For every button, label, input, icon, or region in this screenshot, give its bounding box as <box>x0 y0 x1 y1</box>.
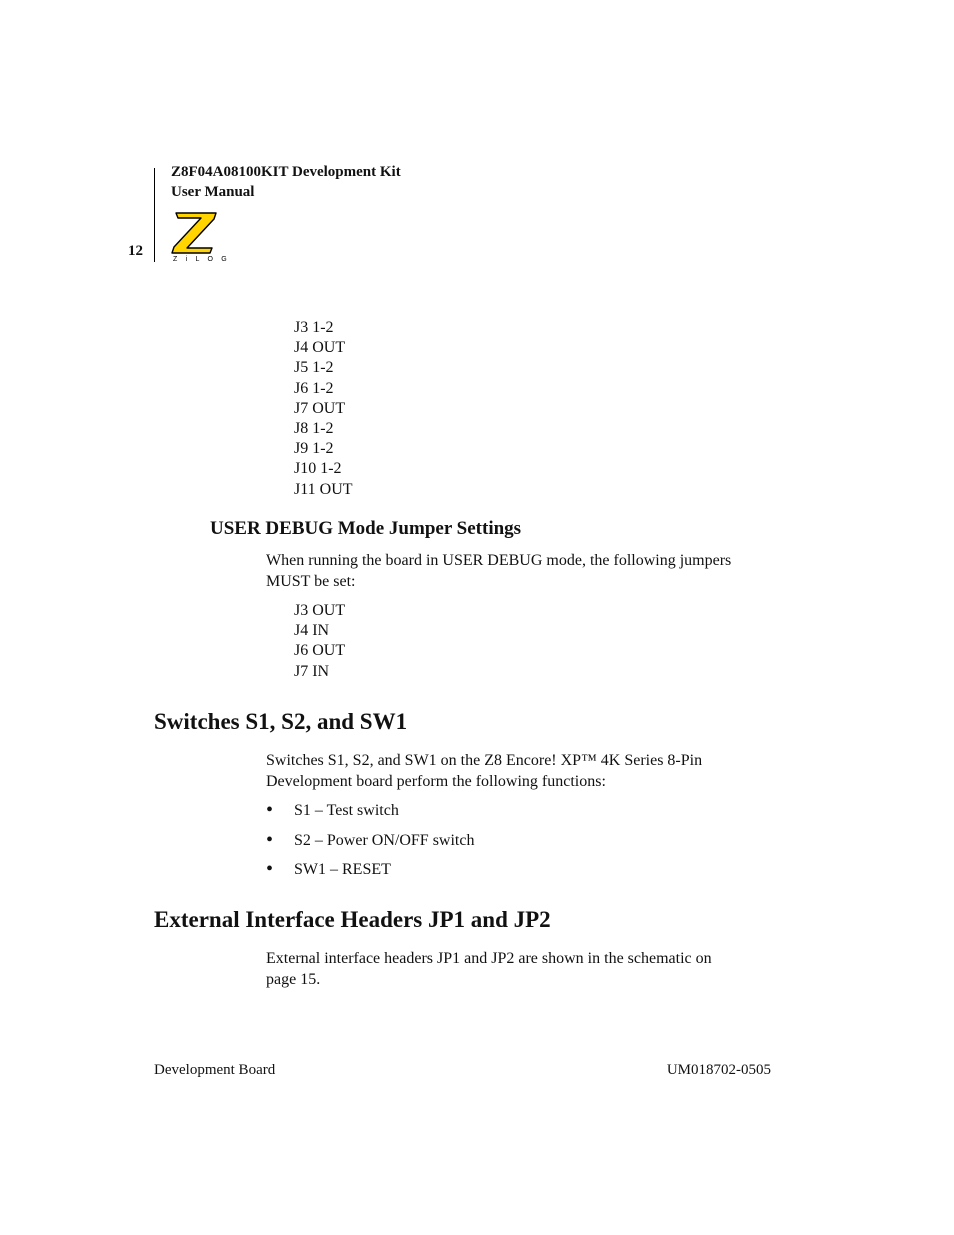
list-item: J11 OUT <box>294 480 353 498</box>
list-item: J3 OUT <box>294 602 346 619</box>
list-item: J10 1-2 <box>294 460 342 478</box>
header-divider-line <box>154 168 155 262</box>
list-item: J6 1-2 <box>294 379 334 397</box>
list-item: J6 OUT <box>294 642 346 660</box>
bullet-icon: • <box>266 829 274 851</box>
zilog-z-icon <box>170 210 230 263</box>
switches-intro-line2: Development board perform the following functions: <box>266 772 606 790</box>
external-headers-text <box>266 949 786 990</box>
logo-text: Z i L O G <box>173 256 230 263</box>
jumper-list-user-debug <box>294 601 345 682</box>
switch-s1-text: S1 – Test switch <box>294 802 399 819</box>
external-headers-text-line2: page 15. <box>266 970 321 988</box>
list-item: J4 OUT <box>294 339 346 357</box>
header-title-line1: Z8F04A08100KIT Development Kit <box>171 164 401 180</box>
header-title-line2: User Manual <box>171 183 255 200</box>
list-item: J9 1-2 <box>294 440 334 458</box>
switch-sw1-text: SW1 – RESET <box>294 861 391 878</box>
switches-intro-line1: Switches S1, S2, and SW1 on the Z8 Encore! XP™ 4K Series 8-Pin <box>266 752 703 769</box>
switch-s2-text: S2 – Power ON/OFF switch <box>294 832 475 849</box>
user-debug-intro <box>266 551 786 592</box>
footer-right: UM018702-0505 <box>666 1062 771 1078</box>
jumper-list-default <box>294 318 353 500</box>
user-debug-heading: USER DEBUG Mode Jumper Settings <box>210 518 522 539</box>
bullet-icon: • <box>266 858 274 880</box>
user-debug-intro-line2: MUST be set: <box>266 572 356 590</box>
page-number: 12 <box>128 243 143 259</box>
zilog-logo <box>170 210 230 263</box>
list-item: J8 1-2 <box>294 420 334 438</box>
user-debug-intro-line1: When running the board in USER DEBUG mode, the following jumpers <box>266 552 732 569</box>
bullet-icon: • <box>266 799 274 821</box>
list-item: J4 IN <box>294 622 330 640</box>
list-item: J7 IN <box>294 662 330 680</box>
switches-intro <box>266 751 786 792</box>
external-headers-heading: External Interface Headers JP1 and JP2 <box>154 907 551 932</box>
list-item: J5 1-2 <box>294 359 334 377</box>
list-item: J3 1-2 <box>294 319 334 336</box>
list-item: J7 OUT <box>294 399 346 417</box>
footer-left: Development Board <box>154 1062 276 1078</box>
header-title <box>171 163 401 202</box>
switches-heading: Switches S1, S2, and SW1 <box>154 709 408 734</box>
external-headers-text-line1: External interface headers JP1 and JP2 are shown in the schematic on <box>266 950 712 967</box>
